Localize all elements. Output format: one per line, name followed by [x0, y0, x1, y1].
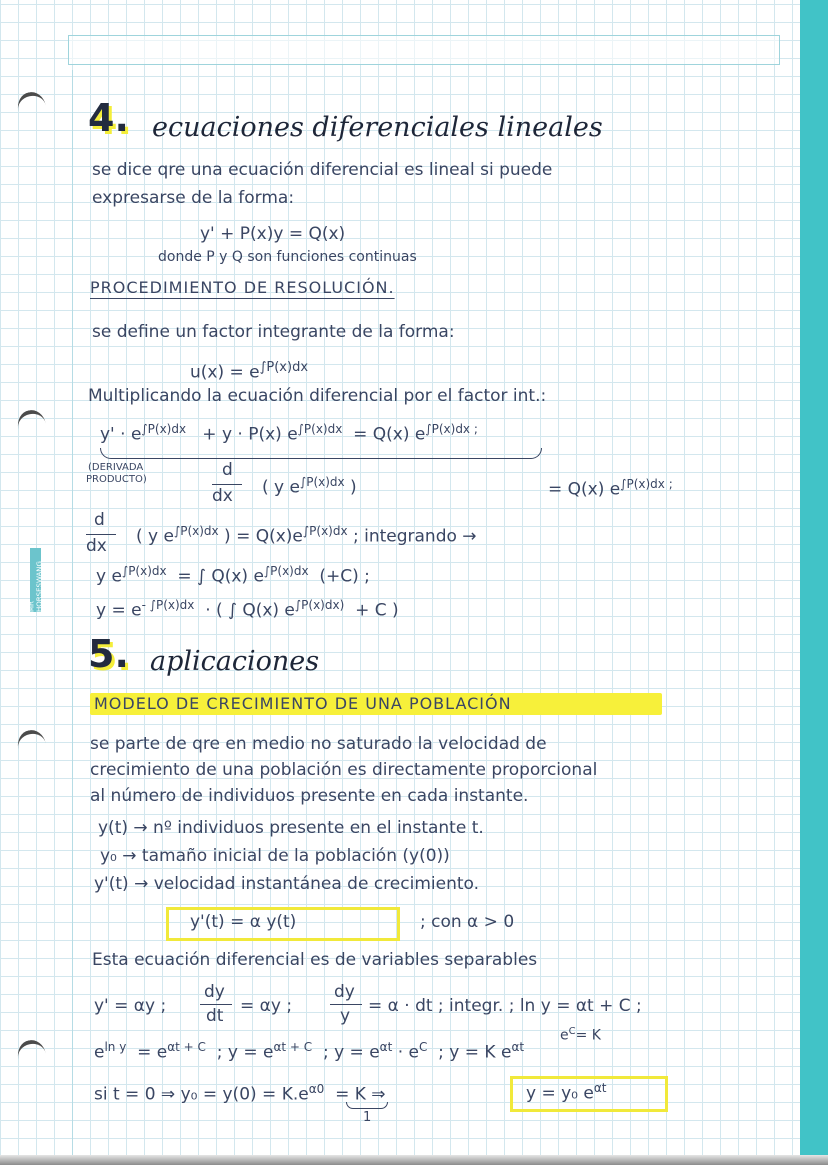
final-lhs-exp: - ∫P(x)dx: [141, 598, 195, 612]
deriv-expr: ( y e: [262, 477, 300, 498]
bottom-edge: [0, 1155, 828, 1165]
mult-rhs: = Q(x) e: [353, 424, 426, 445]
sep-b: = αy ;: [240, 996, 293, 1016]
continuity-condition: donde P y Q son funciones continuas: [158, 249, 417, 265]
mult-term-2: + y · P(x) e: [202, 424, 298, 445]
derivada-label-1: (DERIVADA: [88, 462, 144, 473]
sep-frac1-den: dt: [206, 1006, 224, 1026]
initial-condition-line: [94, 1082, 386, 1105]
line-expr: ( y e: [136, 526, 174, 547]
exp-c-sup: αt + C: [273, 1040, 313, 1054]
model-heading: MODELO DE CRECIMIENTO DE UNA POBLACIÓN: [94, 694, 512, 713]
growth-condition: ; con α > 0: [420, 912, 515, 932]
growth-equation: y'(t) = α y(t): [190, 912, 297, 932]
sep-c: = α · dt ; integr. ; ln y = αt + C ;: [368, 996, 642, 1016]
factor-text: se define un factor integrante de la forma:: [92, 322, 455, 342]
intro-line-1: se dice qre una ecuación diferencial es lineal si puede: [92, 160, 553, 180]
final-solution: [526, 1081, 606, 1104]
procedure-heading: PROCEDIMIENTO DE RESOLUCIÓN.: [90, 278, 395, 297]
exp-b-sup: αt + C: [167, 1040, 206, 1054]
deriv-fraction-bar: [212, 484, 242, 485]
final-rhs: · ( ∫ Q(x) e: [205, 600, 295, 621]
exp-f: ; y = K e: [438, 1042, 512, 1063]
margin-line: [72, 70, 73, 1155]
factor-formula: [190, 360, 308, 383]
binder-hole: [15, 89, 49, 126]
sep-frac1-num: dy: [204, 982, 225, 1002]
ye-lhs-exp: ∫P(x)dx: [121, 564, 167, 578]
si-a: si t = 0 ⇒ y₀ = y(0) = K.e: [94, 1084, 309, 1105]
mult-exp-1: ∫P(x)dx: [141, 422, 187, 436]
linear-equation: y' + P(x)y = Q(x): [200, 224, 346, 244]
deriv-rhs: [548, 477, 673, 500]
exp-b: = e: [137, 1042, 168, 1063]
line-dx: dx: [86, 536, 107, 556]
final-box-sup: αt: [593, 1081, 607, 1095]
separable-text: Esta ecuación diferencial es de variables separables: [92, 950, 538, 970]
integrating-line: [136, 524, 477, 547]
line-fraction-bar: [86, 534, 116, 535]
exp-f-sup: αt: [511, 1040, 525, 1054]
sep-frac1-bar: [200, 1004, 232, 1005]
exp-d-sup: αt: [379, 1040, 393, 1054]
binder-hole: [15, 407, 49, 444]
line-expr-rest: ) = Q(x)e: [224, 526, 303, 547]
paragraph-line-1: se parte de qre en medio no saturado la velocidad de: [90, 734, 547, 754]
si-b: = K ⇒: [335, 1084, 386, 1105]
factor-formula-exponent: ∫P(x)dx: [259, 360, 309, 375]
sep-frac2-bar: [330, 1004, 362, 1005]
line-d: d: [94, 510, 105, 530]
underbrace: [346, 1102, 388, 1109]
binder-hole: [15, 727, 49, 764]
mult-term-1: y' · e: [100, 424, 142, 445]
ec-k-sup: C: [568, 1026, 576, 1037]
ec-k-base: e: [560, 1027, 569, 1044]
product-brace: [100, 448, 542, 459]
exp-a: e: [94, 1042, 105, 1063]
deriv-rhs-text: = Q(x) e: [548, 479, 621, 500]
paragraph-line-2: crecimiento de una población es directamente proporcional: [90, 760, 598, 780]
exp-d: ; y = e: [322, 1042, 380, 1063]
exp-a-sup: ln y: [104, 1040, 127, 1054]
section-4-title: ecuaciones diferenciales lineales: [152, 112, 603, 143]
derivada-label-2: PRODUCTO): [86, 474, 147, 485]
binder-hole: [15, 1037, 49, 1074]
sep-frac2-den: y: [340, 1006, 351, 1026]
final-tail: + C ): [355, 600, 399, 621]
deriv-d: d: [222, 460, 233, 480]
header-box: [68, 35, 780, 65]
general-solution: [96, 598, 399, 621]
sep-a: y' = αy ;: [94, 996, 167, 1016]
final-lhs: y = e: [96, 600, 142, 621]
exp-c: ; y = e: [216, 1042, 274, 1063]
line-expr-rest-exp: ∫P(x)dx: [302, 524, 348, 538]
si-a-sup: α0: [308, 1082, 325, 1096]
ec-k-rest: = K: [575, 1027, 601, 1044]
factor-formula-lhs: u(x) = e: [190, 362, 260, 383]
multiply-text: Multiplicando la ecuación diferencial por el factor int.:: [88, 386, 547, 406]
line-expr-exp: ∫P(x)dx: [173, 524, 219, 538]
paragraph-line-3: al número de individuos presente en cada instante.: [90, 786, 529, 806]
exp-e: · e: [397, 1042, 419, 1063]
ye-rhs: = ∫ Q(x) e: [177, 566, 264, 587]
section-5-number: 5.: [88, 632, 129, 676]
mult-exp-2: ∫P(x)dx: [297, 422, 343, 436]
line-integrando: ; integrando →: [352, 526, 477, 547]
teal-edge-strip: [800, 0, 828, 1155]
section-4-number: 4.: [88, 96, 129, 140]
intro-line-2: expresarse de la forma:: [92, 188, 295, 208]
sep-frac2-num: dy: [334, 982, 355, 1002]
brand-tab: MR HORSESWANG: [30, 548, 41, 612]
definition-3: y'(t) → velocidad instantánea de crecimiento.: [94, 874, 480, 894]
final-rhs-exp: ∫P(x)dx): [294, 598, 345, 612]
deriv-expression: [262, 475, 357, 498]
deriv-expr-close: ): [350, 477, 357, 498]
deriv-dx: dx: [212, 486, 233, 506]
underbrace-one: 1: [363, 1110, 372, 1125]
ye-lhs: y e: [96, 566, 122, 587]
definition-2: y₀ → tamaño inicial de la población (y(0)): [100, 846, 450, 866]
multiplied-equation: [100, 422, 478, 445]
ye-rhs-exp: ∫P(x)dx: [263, 564, 309, 578]
deriv-rhs-exp: ∫P(x)dx ;: [620, 477, 673, 491]
definition-1: y(t) → nº individuos presente en el instante t.: [98, 818, 484, 838]
deriv-expr-exp: ∫P(x)dx: [299, 475, 345, 489]
final-box-text: y = y₀ e: [526, 1083, 594, 1104]
mult-exp-3: ∫P(x)dx ;: [425, 422, 478, 436]
ye-rhs-tail: (+C) ;: [319, 566, 370, 587]
exponential-line: [94, 1040, 524, 1063]
ye-line: [96, 564, 370, 587]
exp-e-sup: C: [418, 1040, 428, 1054]
section-5-title: aplicaciones: [150, 646, 320, 677]
ec-k: [560, 1026, 601, 1044]
